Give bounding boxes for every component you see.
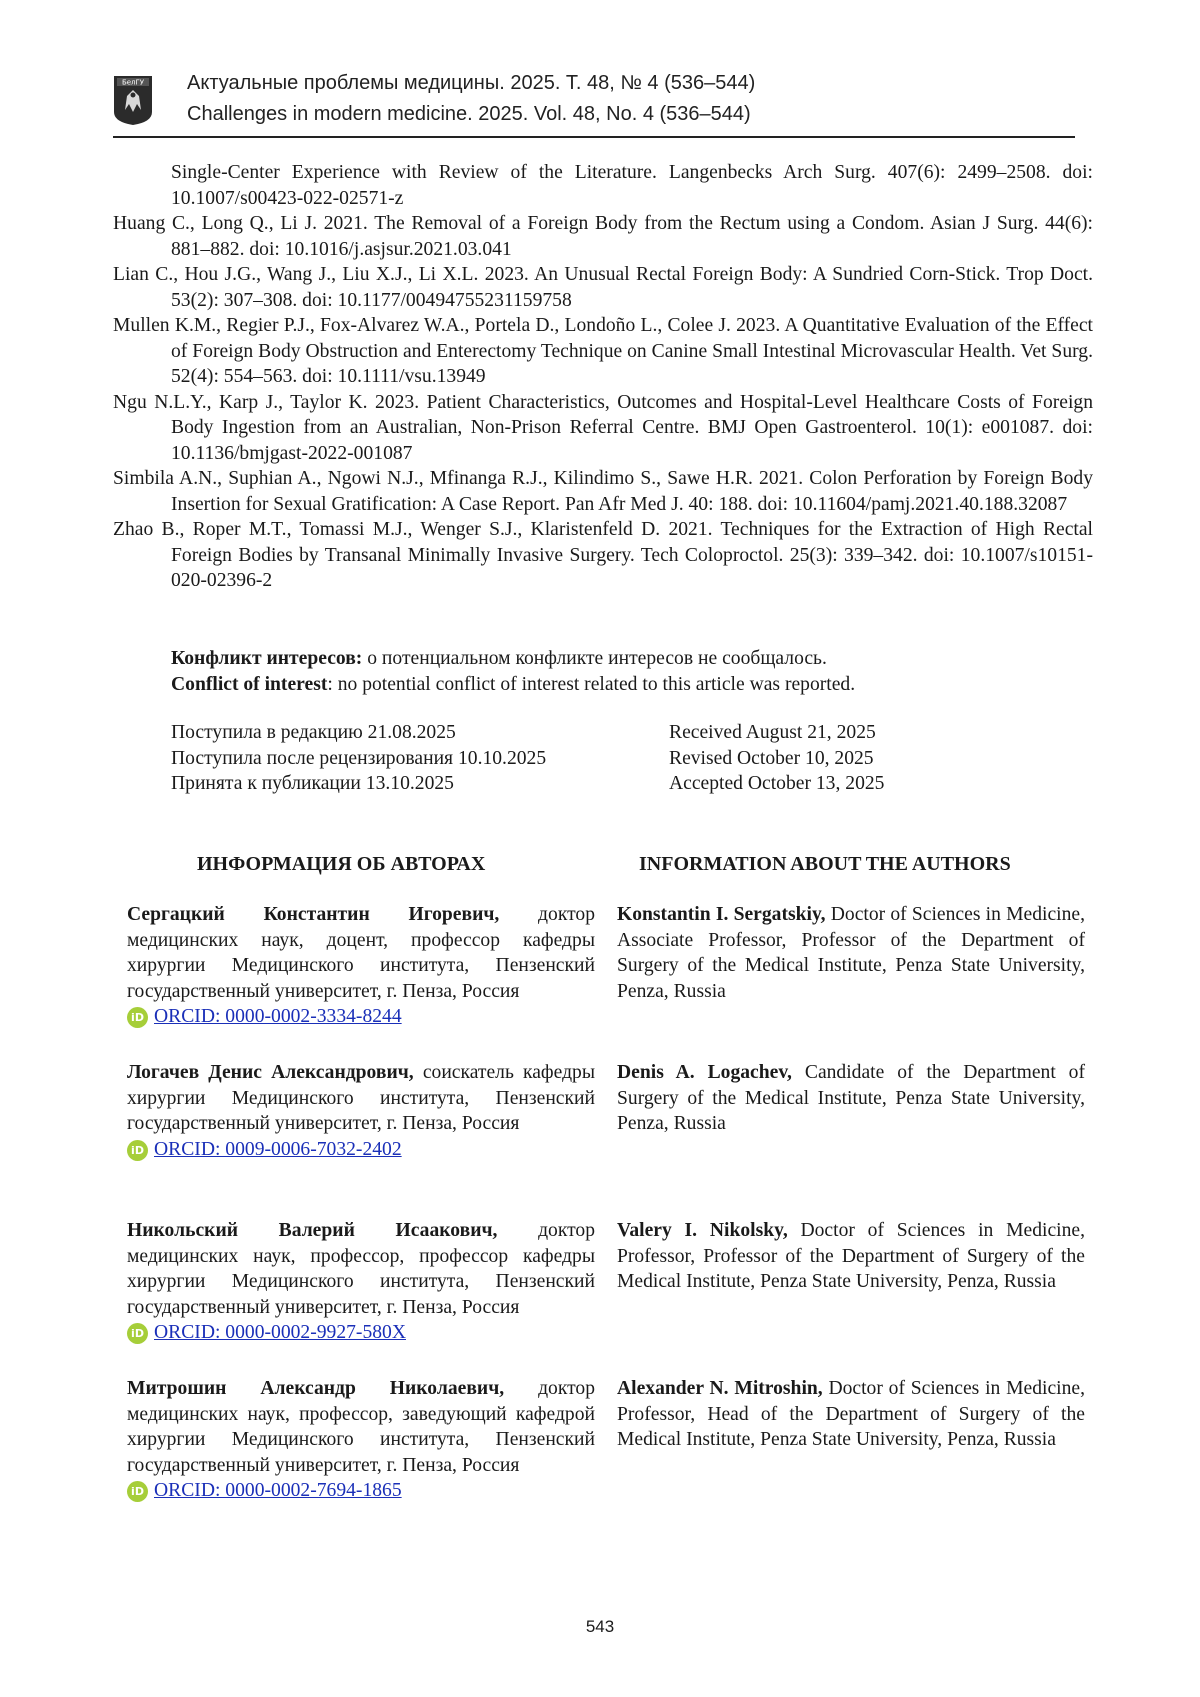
date-received-ru: Поступила в редакцию 21.08.2025 — [171, 722, 456, 743]
date-revised-en: Revised October 10, 2025 — [669, 747, 874, 769]
conflict-ru — [171, 646, 1091, 672]
author-name: Митрошин Александр Николаевич, — [127, 1378, 505, 1399]
conflict-of-interest — [171, 646, 1091, 697]
author-description: доктор медицинских наук, профессор, профессор кафедры хирургии Медицинского института, Пензенский государственный университет, г. Пенза, Россия — [127, 1220, 596, 1318]
reference-item: Ngu N.L.Y., Karp J., Taylor K. 2023. Patient Characteristics, Outcomes and Hospital-Level Healthcare Costs of Foreign Body Ingestion from an Australian, Non-Prison Referral Centre. BMJ Open Gastroenterol. 10(1): e001087. doi: 10.1136/bmjgast-2022-001087 — [113, 391, 1093, 464]
orcid-icon: iD — [127, 1140, 148, 1161]
journal-title-en: Challenges in modern medicine. 2025. Vol. 48, No. 4 (536–544) — [187, 103, 751, 125]
conflict-ru-text: о потенциальном конфликте интересов не сообщалось. — [362, 648, 827, 669]
orcid-link[interactable]: ORCID: 0000-0002-9927-580X — [154, 1322, 406, 1343]
author-name: Alexander N. Mitroshin, — [617, 1378, 823, 1399]
author-en — [617, 1218, 1085, 1295]
dates-ru — [171, 720, 546, 797]
page-number: 543 — [585, 1617, 615, 1636]
author-description: Doctor of Sciences in Medicine, Associate Professor, Professor of the Department of Surgery of the Medical Institute, Penza State University, Penza, Russia — [617, 904, 1085, 1002]
orcid-link[interactable]: ORCID: 0000-0002-3334-8244 — [154, 1006, 402, 1027]
author-description: соискатель кафедры хирургии Медицинского института, Пензенский государственный университет, г. Пенза, Россия — [127, 1062, 595, 1134]
authors-heading-en: INFORMATION ABOUT THE AUTHORS — [639, 853, 1011, 875]
author-en — [617, 902, 1085, 1004]
orcid-icon: iD — [127, 1007, 148, 1028]
authors-heading-ru: ИНФОРМАЦИЯ ОБ АВТОРАХ — [197, 853, 486, 875]
date-received-en: Received August 21, 2025 — [669, 722, 876, 743]
orcid-line — [127, 1478, 595, 1504]
reference-item: Simbila A.N., Suphian A., Ngowi N.J., Mfinanga R.J., Kilindimo S., Sawe H.R. 2021. Colon Perforation by Foreign Body Insertion for Sexual Gratification: A Case Report. Pan Afr Med J. 40: 188. doi: 10.11604/pamj.2021.40.188.32087 — [113, 468, 1093, 515]
conflict-en — [171, 672, 1091, 698]
author-name: Denis A. Logachev, — [617, 1062, 792, 1083]
date-accepted-ru: Принята к публикации 13.10.2025 — [171, 773, 454, 794]
logo-text: БелГУ — [121, 78, 145, 87]
author-en — [617, 1376, 1085, 1453]
author-name: Сергацкий Константин Игоревич, — [127, 904, 500, 925]
author-ru — [127, 902, 595, 1030]
reference-item: Mullen K.M., Regier P.J., Fox-Alvarez W.A., Portela D., Londoño L., Colee J. 2023. A Quantitative Evaluation of the Effect of Foreign Body Obstruction and Enterectomy Technique on Canine Small Intestinal Microvascular Health. Vet Surg. 52(4): 554–563. doi: 10.1111/vsu.13949 — [113, 315, 1093, 387]
university-logo-icon — [113, 74, 153, 126]
conflict-en-text: : no potential conflict of interest related to this article was reported. — [327, 673, 856, 695]
author-description: Doctor of Sciences in Medicine, Professor, Professor of the Department of Surgery of the Medical Institute, Penza State University, Penza, Russia — [617, 1220, 1085, 1292]
author-ru — [127, 1376, 595, 1504]
author-description: Doctor of Sciences in Medicine, Professor, Head of the Department of Surgery of the Medical Institute, Penza State University, Penza, Russia — [617, 1378, 1085, 1450]
reference-item: Single-Center Experience with Review of the Literature. Langenbecks Arch Surg. 407(6): 2499–2508. doi: 10.1007/s00423-022-02571-z — [171, 162, 1093, 209]
orcid-line — [127, 1137, 595, 1163]
author-name: Valery I. Nikolsky, — [617, 1220, 788, 1241]
author-en — [617, 1060, 1085, 1137]
date-revised-ru: Поступила после рецензирования 10.10.2025 — [171, 747, 547, 769]
orcid-icon: iD — [127, 1481, 148, 1502]
conflict-en-label: Conflict of interest — [171, 673, 328, 695]
author-description: доктор медицинских наук, профессор, заведующий кафедрой хирургии Медицинского института, Пензенский государственный университет, г. Пенза, Россия — [127, 1378, 595, 1476]
author-description: доктор медицинских наук, доцент, профессор кафедры хирургии Медицинского института, Пензенский государственный университет, г. Пенза, Россия — [127, 904, 595, 1002]
orcid-line — [127, 1004, 595, 1030]
author-ru — [127, 1218, 595, 1346]
reference-item: Huang C., Long Q., Li J. 2021. The Removal of a Foreign Body from the Rectum using a Condom. Asian J Surg. 44(6): 881–882. doi: 10.1016/j.asjsur.2021.03.041 — [113, 213, 1093, 260]
dates-en — [669, 720, 884, 797]
author-name: Логачев Денис Александрович, — [127, 1062, 414, 1083]
journal-header — [113, 70, 1075, 138]
reference-item: Zhao B., Roper M.T., Tomassi M.J., Wenger S.J., Klaristenfeld D. 2021. Techniques for the Extraction of High Rectal Foreign Bodies by Transanal Minimally Invasive Surgery. Tech Coloproctol. 25(3): 339–342. doi: 10.1007/s10151-020-02396-2 — [113, 519, 1093, 591]
reference-item: Lian C., Hou J.G., Wang J., Liu X.J., Li X.L. 2023. An Unusual Rectal Foreign Body: A Sundried Corn-Stick. Trop Doct. 53(2): 307–308. doi: 10.1177/00494755231159758 — [113, 264, 1093, 311]
author-name: Konstantin I. Sergatskiy, — [617, 904, 826, 925]
orcid-link[interactable]: ORCID: 0000-0002-7694-1865 — [154, 1480, 402, 1501]
author-name: Никольский Валерий Исаакович, — [127, 1220, 498, 1241]
orcid-link[interactable]: ORCID: 0009-0006-7032-2402 — [154, 1138, 402, 1160]
reference-list — [113, 160, 1093, 594]
author-description: Candidate of the Department of Surgery of the Medical Institute, Penza State University, Penza, Russia — [617, 1062, 1085, 1134]
date-accepted-en: Accepted October 13, 2025 — [669, 773, 885, 794]
orcid-icon: iD — [127, 1323, 148, 1344]
orcid-line — [127, 1320, 595, 1346]
conflict-ru-label: Конфликт интересов: — [171, 648, 363, 669]
author-ru — [127, 1060, 595, 1162]
journal-title-ru: Актуальные проблемы медицины. 2025. Т. 48, № 4 (536–544) — [187, 72, 756, 94]
